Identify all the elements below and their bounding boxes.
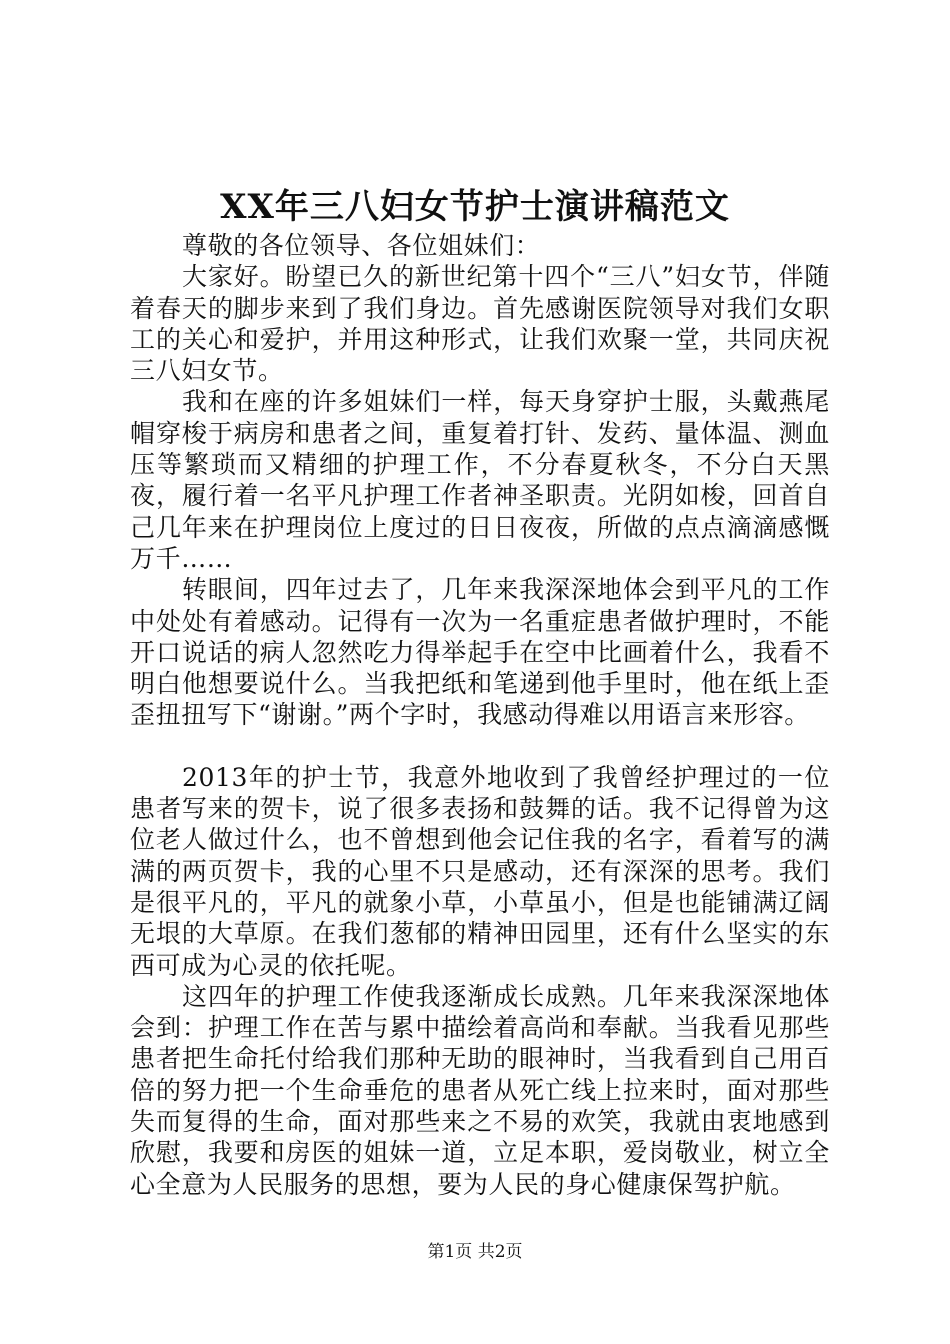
greeting-line: 尊敬的各位领导、各位姐妹们： — [182, 231, 541, 260]
paragraph-5: 这四年的护理工作使我逐渐成长成熟。几年来我深深地体会到：护理工作在苦与累中描绘着高尚和奉献。当我看见那些患者把生命托付给我们那种无助的眼神时，当我看到自己用百倍的努力把一个生命垂危的患者从死亡线上拉来时，面对那些失而复得的生命，面对那些来之不易的欢笑，我就由衷地感到欣慰，我要和房医的姐妹一道，立足本职，爱岗敬业，树立全心全意为人民服务的思想，要为人民的身心健康保驾护航。 — [130, 981, 830, 1199]
page-number-footer: 第1页 共2页 — [427, 1242, 523, 1262]
paragraph-4: 2013年的护士节，我意外地收到了我曾经护理过的一位患者写来的贺卡，说了很多表扬和鼓舞的话。我不记得曾为这位老人做过什么，也不曾想到他会记住我的名字，看着写的满满的两页贺卡，我的心里不只是感动，还有深深的思考。我们是很平凡的，平凡的就象小草，小草虽小，但是也能铺满辽阔无垠的大草原。在我们葱郁的精神田园里，还有什么坚实的东西可成为心灵的依托呢。 — [130, 762, 830, 980]
document-title: XX年三八妇女节护士演讲稿范文 — [220, 187, 730, 227]
document-body — [130, 230, 830, 1200]
paragraph-spacer — [130, 731, 830, 762]
paragraph-3: 转眼间，四年过去了，几年来我深深地体会到平凡的工作中处处有着感动。记得有一次为一名重症患者做护理时，不能开口说话的病人忽然吃力得举起手在空中比画着什么，我看不明白他想要说什么。当我把纸和笔递到他手里时，他在纸上歪歪扭扭写下“谢谢。”两个字时，我感动得难以用语言来形容。 — [130, 575, 830, 730]
paragraph-1: 大家好。盼望已久的新世纪第十四个“三八”妇女节，伴随着春天的脚步来到了我们身边。首先感谢医院领导对我们女职工的关心和爱护，并用这种形式，让我们欢聚一堂，共同庆祝三八妇女节。 — [130, 262, 830, 386]
paragraph-2: 我和在座的许多姐妹们一样，每天身穿护士服，头戴燕尾帽穿梭于病房和患者之间，重复着打针、发药、量体温、测血压等繁琐而又精细的护理工作，不分春夏秋冬，不分白天黑夜，履行着一名平凡护理工作者神圣职责。光阴如梭，回首自己几年来在护理岗位上度过的日日夜夜，所做的点点滴滴感慨万千…… — [130, 387, 830, 573]
